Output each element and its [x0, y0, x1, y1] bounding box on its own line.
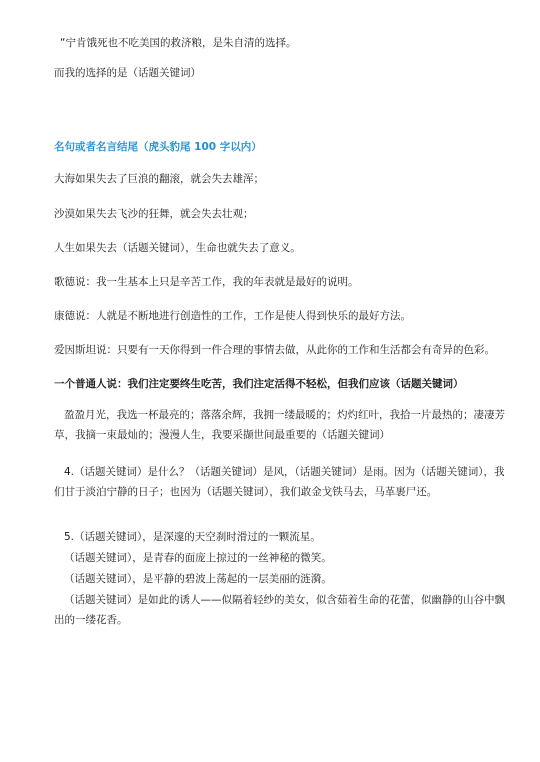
einstein-quote: 爱因斯坦说：只要有一天你得到一件合理的事情去做，从此你的工作和生活都会有奇异的色彩。 [54, 344, 495, 356]
moonlight-paragraph: 盈盈月光，我选一杯最亮的；落落余辉，我拥一缕最暖的；灼灼红叶，我拾一片最热的；凄凄芳草，我摘一束最灿的；漫漫人生，我要采撷世间最重要的（话题关键词） [54, 409, 505, 441]
item-5-line-2: （话题关键词），是青春的面庞上掠过的一丝神秘的微笑。 [64, 552, 332, 564]
ordinary-person-quote: 一个普通人说：我们注定要终生吃苦，我们注定活得不轻松，但我们应该（话题关键词） [54, 378, 464, 390]
section-heading: 名句或者名言结尾（虎头豹尾 100 字以内） [54, 141, 262, 153]
item-5-line-1: 5.（话题关键词），是深邃的天空刹时滑过的一颗流星。 [64, 531, 321, 543]
desert-line: 沙漠如果失去飞沙的狂舞，就会失去壮观； [54, 208, 254, 220]
life-line: 人生如果失去（话题关键词），生命也就失去了意义。 [54, 242, 301, 254]
quote-zhu-ziqing: “宁肯饿死也不吃美国的救济粮，是朱自清的选择。 [60, 37, 297, 49]
goethe-quote: 歌德说：我一生基本上只是辛苦工作，我的年表就是最好的说明。 [54, 276, 359, 288]
kant-quote: 康德说：人就是不断地进行创造性的工作，工作是使人得到快乐的最好方法。 [54, 310, 411, 322]
sea-line: 大海如果失去了巨浪的翻滚，就会失去雄浑； [54, 173, 264, 185]
item-5-line-3: （话题关键词），是平静的碧波上荡起的一层美丽的涟漪。 [64, 573, 332, 585]
my-choice-line: 而我的选择的是（话题关键词） [54, 67, 201, 79]
item-4-paragraph: 4.（话题关键词）是什么？（话题关键词）是风，（话题关键词）是雨。因为（话题关键词），我们甘于淡泊宁静的日子；也因为（话题关键词），我们敢金戈铁马去，马革裹尸还。 [54, 466, 505, 498]
item-5-line-4: （话题关键词）是如此的诱人——似隔着轻纱的美女，似含茹着生命的花蕾，似幽静的山谷中飘出的一缕花香。 [54, 594, 505, 626]
